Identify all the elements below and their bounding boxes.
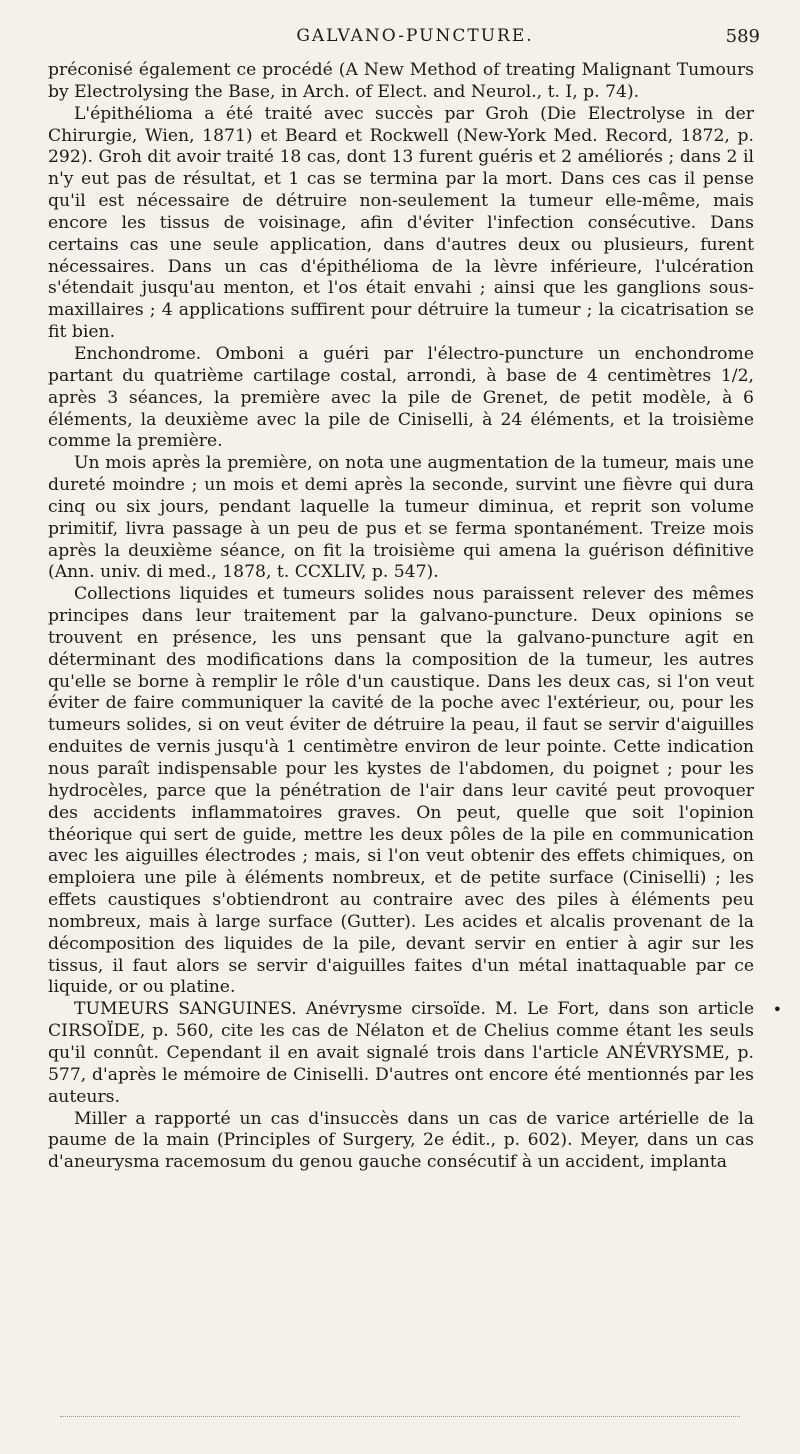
paragraph: Enchondrome. Omboni a guéri par l'électro-puncture un enchondrome partant du quatrième cartilage costal, arrondi, à base de 4 centimètres 1/2, après 3 séances, la première avec la pile de Grenet, de petit modèle, à 6 éléments, la deuxième avec la pile de Ciniselli, à 24 éléments, et la troisième comme la première. <box>48 343 754 452</box>
paragraph: préconisé également ce procédé (A New Method of treating Malignant Tumours by Electrolysing the Base, in Arch. of Elect. and Neurol., t. I, p. 74). <box>48 60 754 102</box>
page-header <box>70 26 760 50</box>
margin-mark: • <box>772 1000 782 1019</box>
paragraph: L'épithélioma a été traité avec succès par Groh (Die Electrolyse in der Chirurgie, Wien, 1871) et Beard et Rockwell (New-York Med. Record, 1872, p. 292). Groh dit avoir traité 18 cas, dont 13 furent guéris et 2 améliorés ; dans 2 il n'y eut pas de résultat, et 1 cas se termina par la mort. Dans ces cas il pense qu'il est nécessaire de détruire non-seulement la tumeur elle-même, mais encore les tissus de voisinage, afin d'éviter l'infection consécutive. Dans certains cas une seule application, dans d'autres deux ou plusieurs, furent nécessaires. Dans un cas d'épithélioma de la lèvre inférieure, l'ulcération s'étendait jusqu'au menton, et l'os était envahi ; ainsi que les ganglions sous-maxillaires ; 4 applications suffirent pour détruire la tumeur ; la cicatrisation se fit bien. <box>48 103 754 343</box>
page-number: 589 <box>725 26 760 47</box>
paragraph: TUMEURS SANGUINES. Anévrysme cirsoïde. M. Le Fort, dans son article CIRSOÏDE, p. 560, cite les cas de Nélaton et de Chelius comme étant les seuls qu'il connût. Cependant il en avait signalé trois dans l'article ANÉVRYSME, p. 577, d'après le mémoire de Ciniselli. D'autres ont encore été mentionnés par les auteurs. <box>48 999 754 1107</box>
paragraph: Un mois après la première, on nota une augmentation de la tumeur, mais une dureté moindre ; un mois et demi après la seconde, survint une fièvre qui dura cinq ou six jours, pendant laquelle la tumeur diminua, et reprit son volume primitif, livra passage à un peu de pus et se ferma spontanément. Treize mois après la deuxième séance, on fit la troisième qui amena la guérison définitive (Ann. univ. di med., 1878, t. CCXLIV, p. 547). <box>48 453 754 583</box>
running-title: GALVANO-PUNCTURE. <box>296 26 534 46</box>
bottom-rule <box>60 1416 740 1417</box>
paragraph: Collections liquides et tumeurs solides nous paraissent relever des mêmes principes dans leur traitement par la galvano-puncture. Deux opinions se trouvent en présence, les uns pensant que la galvano-puncture agit en déterminant des modifications dans la composition de la tumeur, les autres qu'elle se borne à remplir le rôle d'un caustique. Dans les deux cas, si l'on veut éviter de faire communiquer la cavité de la poche avec l'extérieur, ou, pour les tumeurs solides, si on veut éviter de détruire la peau, il faut se servir d'aiguilles enduites de vernis jusqu'à 1 centimètre environ de leur pointe. Cette indication nous paraît indispensable pour les kystes de l'abdomen, du poignet ; pour les hydrocèles, parce que la pénétration de l'air dans leur cavité peut provoquer des accidents inflammatoires graves. On peut, quelle que soit l'opinion théorique qui sert de guide, mettre les deux pôles de la pile en communication avec les aiguilles électrodes ; mais, si l'on veut obtenir des effets chimiques, on emploiera une pile à éléments nombreux, et de petite surface (Ciniselli) ; les effets caustiques s'obtiendront au contraire avec des piles à éléments peu nombreux, mais à large surface (Gutter). Les acides et alcalis provenant de la décomposition des liquides de la pile, devant servir en entier à agir sur les tissus, il faut alors se servir d'aiguilles faites d'un métal inattaquable par ce liquide, or ou platine. <box>48 584 754 998</box>
body-text <box>48 60 754 1174</box>
paragraph: Miller a rapporté un cas d'insuccès dans un cas de varice artérielle de la paume de la main (Principles of Surgery, 2e édit., p. 602). Meyer, dans un cas d'aneurysma racemosum du genou gauche consécutif à un accident, implanta <box>48 1108 754 1173</box>
